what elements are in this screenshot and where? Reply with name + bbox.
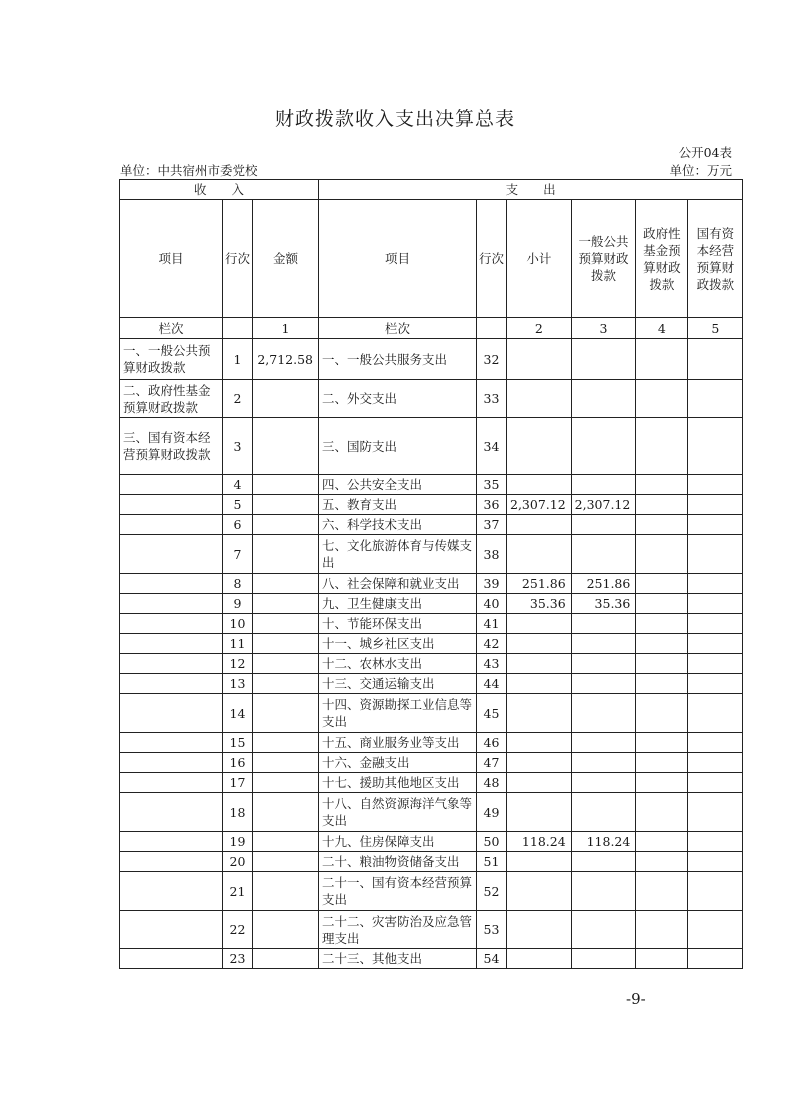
gov-fund-cell <box>636 475 688 495</box>
expense-item-cell: 十一、城乡社区支出 <box>319 634 477 654</box>
expense-item-cell: 二、外交支出 <box>319 380 477 418</box>
income-item-cell <box>120 911 223 949</box>
income-section-header: 收 入 <box>120 180 319 200</box>
general-budget-cell <box>571 418 636 475</box>
general-budget-cell <box>571 852 636 872</box>
subtotal-cell: 251.86 <box>507 574 572 594</box>
expense-item-cell: 八、社会保障和就业支出 <box>319 574 477 594</box>
table-row <box>120 832 743 852</box>
income-row-no-cell: 16 <box>223 753 253 773</box>
expense-item-cell: 六、科学技术支出 <box>319 515 477 535</box>
subtotal-cell: 118.24 <box>507 832 572 852</box>
subtotal-cell <box>507 773 572 793</box>
general-budget-cell <box>571 674 636 694</box>
expense-section-header: 支 出 <box>319 180 743 200</box>
gov-fund-cell <box>636 339 688 380</box>
state-capital-cell <box>688 380 743 418</box>
subtotal-cell <box>507 515 572 535</box>
income-item-cell <box>120 515 223 535</box>
general-budget-cell: 2,307.12 <box>571 495 636 515</box>
income-item-cell <box>120 773 223 793</box>
gov-fund-cell <box>636 594 688 614</box>
gov-fund-cell <box>636 753 688 773</box>
expense-item-cell: 十九、住房保障支出 <box>319 832 477 852</box>
general-budget-cell <box>571 753 636 773</box>
income-amount-cell <box>253 872 319 911</box>
income-amount-cell <box>253 475 319 495</box>
income-item-cell <box>120 753 223 773</box>
general-budget-cell <box>571 535 636 574</box>
gov-fund-cell <box>636 773 688 793</box>
income-row-no-cell: 19 <box>223 832 253 852</box>
general-budget-cell <box>571 380 636 418</box>
subtotal-cell <box>507 380 572 418</box>
income-amount-cell <box>253 852 319 872</box>
expense-row-no-cell: 47 <box>477 753 507 773</box>
income-amount-cell <box>253 733 319 753</box>
income-item-cell <box>120 832 223 852</box>
state-capital-cell <box>688 733 743 753</box>
state-capital-cell <box>688 495 743 515</box>
expense-row-no-cell: 32 <box>477 339 507 380</box>
income-amount-cell <box>253 380 319 418</box>
general-budget-cell <box>571 872 636 911</box>
income-row-no-cell: 1 <box>223 339 253 380</box>
expense-row-no-cell: 49 <box>477 793 507 832</box>
expense-row-no-cell: 35 <box>477 475 507 495</box>
general-budget-cell <box>571 793 636 832</box>
gov-fund-cell <box>636 793 688 832</box>
table-row <box>120 594 743 614</box>
income-item-cell <box>120 694 223 733</box>
income-amount-cell <box>253 495 319 515</box>
subtotal-cell <box>507 949 572 969</box>
gov-fund-cell <box>636 674 688 694</box>
general-budget-cell: 118.24 <box>571 832 636 852</box>
income-item-cell <box>120 793 223 832</box>
expense-item-cell: 五、教育支出 <box>319 495 477 515</box>
expense-item-cell: 十三、交通运输支出 <box>319 674 477 694</box>
income-item-cell: 一、一般公共预算财政拨款 <box>120 339 223 380</box>
income-row-no-cell: 14 <box>223 694 253 733</box>
gov-fund-cell <box>636 872 688 911</box>
general-budget-cell <box>571 634 636 654</box>
gov-fund-cell <box>636 614 688 634</box>
subtotal-cell <box>507 674 572 694</box>
state-capital-cell <box>688 475 743 495</box>
expense-item-cell: 四、公共安全支出 <box>319 475 477 495</box>
col-index-amount: 1 <box>253 318 319 339</box>
income-item-header: 项目 <box>120 200 223 318</box>
expense-item-cell: 十四、资源勘探工业信息等支出 <box>319 694 477 733</box>
income-row-no-cell: 20 <box>223 852 253 872</box>
table-row <box>120 614 743 634</box>
gov-fund-cell <box>636 380 688 418</box>
state-capital-cell <box>688 418 743 475</box>
gov-fund-cell <box>636 694 688 733</box>
gov-fund-cell <box>636 634 688 654</box>
subtotal-cell <box>507 911 572 949</box>
expense-row-no-cell: 37 <box>477 515 507 535</box>
form-number: 公开04表 <box>678 145 732 160</box>
income-amount-cell <box>253 753 319 773</box>
table-row <box>120 475 743 495</box>
gov-fund-cell <box>636 832 688 852</box>
subtotal-cell <box>507 634 572 654</box>
income-amount-cell <box>253 674 319 694</box>
gov-fund-cell <box>636 535 688 574</box>
gov-fund-cell <box>636 852 688 872</box>
state-capital-cell <box>688 753 743 773</box>
income-amount-cell <box>253 634 319 654</box>
gov-fund-cell <box>636 495 688 515</box>
budget-summary-table <box>119 179 743 969</box>
table-row <box>120 949 743 969</box>
state-capital-cell <box>688 654 743 674</box>
expense-item-cell: 一、一般公共服务支出 <box>319 339 477 380</box>
general-budget-cell: 35.36 <box>571 594 636 614</box>
general-budget-cell <box>571 654 636 674</box>
income-row-no-header: 行次 <box>223 200 253 318</box>
table-row <box>120 535 743 574</box>
general-budget-cell: 251.86 <box>571 574 636 594</box>
table-row <box>120 911 743 949</box>
organization-unit: 单位：中共宿州市委党校 <box>120 163 258 178</box>
general-budget-cell <box>571 694 636 733</box>
income-item-cell <box>120 872 223 911</box>
expense-item-cell: 二十、粮油物资储备支出 <box>319 852 477 872</box>
income-item-cell <box>120 495 223 515</box>
subtotal-cell <box>507 872 572 911</box>
income-row-no-cell: 3 <box>223 418 253 475</box>
col-index-label-right: 栏次 <box>319 318 477 339</box>
income-amount-cell <box>253 535 319 574</box>
col-index-general: 3 <box>571 318 636 339</box>
subtotal-cell: 2,307.12 <box>507 495 572 515</box>
state-capital-cell <box>688 674 743 694</box>
subtotal-cell <box>507 614 572 634</box>
state-capital-cell <box>688 634 743 654</box>
expense-row-no-cell: 53 <box>477 911 507 949</box>
income-amount-cell <box>253 911 319 949</box>
subtotal-cell <box>507 793 572 832</box>
general-budget-cell <box>571 475 636 495</box>
income-row-no-cell: 2 <box>223 380 253 418</box>
expense-item-cell: 十八、自然资源海洋气象等支出 <box>319 793 477 832</box>
income-row-no-cell: 18 <box>223 793 253 832</box>
income-item-cell <box>120 475 223 495</box>
expense-item-cell: 九、卫生健康支出 <box>319 594 477 614</box>
expense-row-no-cell: 50 <box>477 832 507 852</box>
income-row-no-cell: 22 <box>223 911 253 949</box>
subtotal-cell <box>507 733 572 753</box>
subtotal-cell <box>507 339 572 380</box>
expense-row-no-cell: 42 <box>477 634 507 654</box>
col-index-blank <box>223 318 253 339</box>
income-amount-cell <box>253 515 319 535</box>
expense-row-no-cell: 34 <box>477 418 507 475</box>
expense-item-cell: 十、节能环保支出 <box>319 614 477 634</box>
expense-item-cell: 七、文化旅游体育与传媒支出 <box>319 535 477 574</box>
gov-fund-header: 政府性基金预算财政拨款 <box>636 200 688 318</box>
income-item-cell <box>120 574 223 594</box>
expense-row-no-cell: 54 <box>477 949 507 969</box>
expense-row-no-cell: 48 <box>477 773 507 793</box>
table-row <box>120 852 743 872</box>
gov-fund-cell <box>636 654 688 674</box>
income-row-no-cell: 11 <box>223 634 253 654</box>
income-amount-cell <box>253 654 319 674</box>
expense-item-cell: 十七、援助其他地区支出 <box>319 773 477 793</box>
general-budget-cell <box>571 515 636 535</box>
table-row <box>120 495 743 515</box>
gov-fund-cell <box>636 515 688 535</box>
expense-item-cell: 三、国防支出 <box>319 418 477 475</box>
income-amount-cell <box>253 793 319 832</box>
general-budget-cell <box>571 733 636 753</box>
expense-row-no-header: 行次 <box>477 200 507 318</box>
income-row-no-cell: 13 <box>223 674 253 694</box>
subtotal-cell <box>507 475 572 495</box>
income-amount-cell <box>253 949 319 969</box>
state-capital-cell <box>688 872 743 911</box>
income-item-cell <box>120 614 223 634</box>
expense-row-no-cell: 43 <box>477 654 507 674</box>
state-capital-cell <box>688 852 743 872</box>
state-capital-cell <box>688 793 743 832</box>
income-item-cell: 三、国有资本经营预算财政拨款 <box>120 418 223 475</box>
col-index-blank-2 <box>477 318 507 339</box>
table-row <box>120 574 743 594</box>
subtotal-cell <box>507 694 572 733</box>
col-index-subtotal: 2 <box>507 318 572 339</box>
subtotal-cell <box>507 753 572 773</box>
income-amount-cell <box>253 594 319 614</box>
gov-fund-cell <box>636 418 688 475</box>
expense-item-cell: 二十一、国有资本经营预算支出 <box>319 872 477 911</box>
table-row <box>120 515 743 535</box>
subtotal-cell <box>507 535 572 574</box>
gov-fund-cell <box>636 574 688 594</box>
gov-fund-cell <box>636 733 688 753</box>
gov-fund-cell <box>636 949 688 969</box>
income-item-cell: 二、政府性基金预算财政拨款 <box>120 380 223 418</box>
income-row-no-cell: 15 <box>223 733 253 753</box>
expense-row-no-cell: 38 <box>477 535 507 574</box>
income-amount-cell <box>253 418 319 475</box>
table-row <box>120 872 743 911</box>
income-row-no-cell: 6 <box>223 515 253 535</box>
subtotal-cell: 35.36 <box>507 594 572 614</box>
income-row-no-cell: 8 <box>223 574 253 594</box>
table-row <box>120 694 743 733</box>
table-row <box>120 674 743 694</box>
expense-row-no-cell: 33 <box>477 380 507 418</box>
income-row-no-cell: 7 <box>223 535 253 574</box>
expense-row-no-cell: 41 <box>477 614 507 634</box>
expense-item-cell: 十二、农林水支出 <box>319 654 477 674</box>
general-budget-header: 一般公共预算财政拨款 <box>571 200 636 318</box>
state-capital-cell <box>688 773 743 793</box>
income-amount-cell <box>253 614 319 634</box>
income-row-no-cell: 23 <box>223 949 253 969</box>
currency-unit: 单位：万元 <box>669 163 732 178</box>
state-capital-cell <box>688 614 743 634</box>
expense-row-no-cell: 39 <box>477 574 507 594</box>
page-number: -9- <box>626 990 646 1008</box>
gov-fund-cell <box>636 911 688 949</box>
subtotal-cell <box>507 852 572 872</box>
expense-row-no-cell: 40 <box>477 594 507 614</box>
state-capital-cell <box>688 574 743 594</box>
table-row <box>120 654 743 674</box>
expense-row-no-cell: 36 <box>477 495 507 515</box>
table-row <box>120 418 743 475</box>
state-capital-cell <box>688 515 743 535</box>
expense-item-cell: 二十三、其他支出 <box>319 949 477 969</box>
income-amount-header: 金额 <box>253 200 319 318</box>
income-row-no-cell: 9 <box>223 594 253 614</box>
general-budget-cell <box>571 339 636 380</box>
state-capital-cell <box>688 911 743 949</box>
income-item-cell <box>120 949 223 969</box>
income-item-cell <box>120 594 223 614</box>
state-capital-cell <box>688 594 743 614</box>
state-capital-cell <box>688 949 743 969</box>
income-item-cell <box>120 674 223 694</box>
income-item-cell <box>120 535 223 574</box>
table-row <box>120 380 743 418</box>
income-item-cell <box>120 654 223 674</box>
col-index-label-left: 栏次 <box>120 318 223 339</box>
general-budget-cell <box>571 949 636 969</box>
expense-row-no-cell: 45 <box>477 694 507 733</box>
table-row <box>120 339 743 380</box>
expense-row-no-cell: 44 <box>477 674 507 694</box>
expense-item-cell: 十六、金融支出 <box>319 753 477 773</box>
expense-row-no-cell: 51 <box>477 852 507 872</box>
general-budget-cell <box>571 614 636 634</box>
subtotal-header: 小计 <box>507 200 572 318</box>
table-row <box>120 773 743 793</box>
income-amount-cell: 2,712.58 <box>253 339 319 380</box>
expense-item-cell: 二十二、灾害防治及应急管理支出 <box>319 911 477 949</box>
expense-item-header: 项目 <box>319 200 477 318</box>
table-row <box>120 753 743 773</box>
state-capital-cell <box>688 694 743 733</box>
state-capital-cell <box>688 339 743 380</box>
income-item-cell <box>120 852 223 872</box>
table-row <box>120 634 743 654</box>
expense-row-no-cell: 52 <box>477 872 507 911</box>
expense-item-cell: 十五、商业服务业等支出 <box>319 733 477 753</box>
income-row-no-cell: 17 <box>223 773 253 793</box>
income-row-no-cell: 10 <box>223 614 253 634</box>
state-capital-cell <box>688 832 743 852</box>
income-amount-cell <box>253 694 319 733</box>
col-index-state-capital: 5 <box>688 318 743 339</box>
income-amount-cell <box>253 574 319 594</box>
income-row-no-cell: 4 <box>223 475 253 495</box>
subtotal-cell <box>507 654 572 674</box>
income-item-cell <box>120 634 223 654</box>
col-index-gov-fund: 4 <box>636 318 688 339</box>
income-item-cell <box>120 733 223 753</box>
income-amount-cell <box>253 773 319 793</box>
general-budget-cell <box>571 773 636 793</box>
table-row <box>120 733 743 753</box>
subtotal-cell <box>507 418 572 475</box>
table-row <box>120 793 743 832</box>
income-amount-cell <box>253 832 319 852</box>
general-budget-cell <box>571 911 636 949</box>
income-row-no-cell: 5 <box>223 495 253 515</box>
report-title: 财政拨款收入支出决算总表 <box>274 108 515 130</box>
income-row-no-cell: 21 <box>223 872 253 911</box>
state-capital-header: 国有资本经营预算财政拨款 <box>688 200 743 318</box>
state-capital-cell <box>688 535 743 574</box>
expense-row-no-cell: 46 <box>477 733 507 753</box>
income-row-no-cell: 12 <box>223 654 253 674</box>
